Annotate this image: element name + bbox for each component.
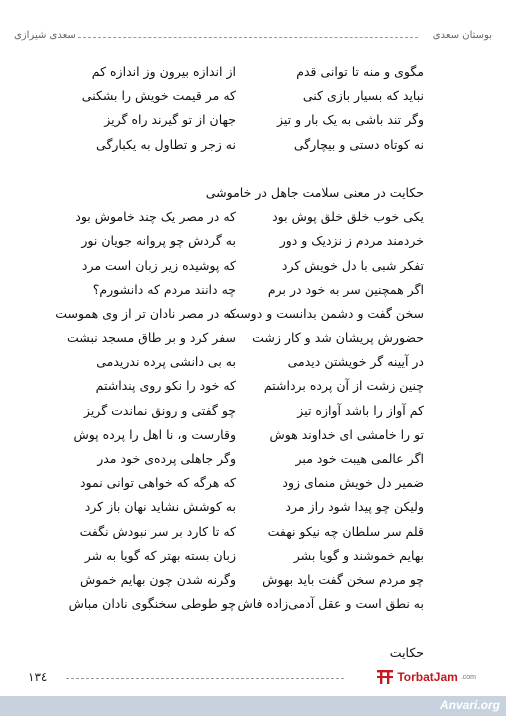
second-hemistich: به کوشش نشاید نهان باز کرد <box>84 499 236 515</box>
second-hemistich: از اندازه بیرون وز اندازه کم <box>91 64 236 79</box>
second-hemistich: که خود را نکو روی پنداشتم <box>95 378 236 394</box>
first-hemistich: کم آواز را باشد آوازه تیز <box>297 402 424 418</box>
couplet <box>0 60 506 84</box>
first-hemistich: قلم سر سلطان چه نیکو نهفت <box>267 523 424 539</box>
first-hemistich: تفکر شبی با دل خویش کرد <box>281 257 424 273</box>
second-hemistich: زبان بسته بهتر که گویا به شر <box>84 547 236 563</box>
first-hemistich: حضورش پریشان شد و کار زشت <box>252 330 424 346</box>
first-hemistich: بهایم خموشند و گویا بشر <box>293 547 424 563</box>
header-divider <box>78 37 418 38</box>
couplet <box>0 254 506 278</box>
second-hemistich: چه دانند مردم که دانشورم؟ <box>92 281 236 297</box>
couplet <box>0 423 506 447</box>
couplet <box>0 108 506 132</box>
couplet <box>0 229 506 253</box>
second-hemistich: چو طوطی سخنگوی نادان مباش <box>68 596 236 612</box>
next-section-heading: حکایت <box>389 644 424 660</box>
second-hemistich: سفر کرد و بر طاق مسجد نبشت <box>67 330 236 346</box>
couplet <box>0 326 506 350</box>
second-hemistich: که هرگه که خواهی توانی نمود <box>79 475 236 491</box>
first-hemistich: در آیینه گر خویشتن دیدمی <box>287 354 424 370</box>
couplet <box>0 399 506 423</box>
first-hemistich: اگر عالمی هیبت خود مبر <box>295 451 424 467</box>
couplet <box>0 350 506 374</box>
second-hemistich: به گردش چو پروانه جویان نور <box>81 233 236 249</box>
couplet <box>0 302 506 326</box>
second-hemistich: چو گفتی و رونق نماندت گریز <box>83 402 236 418</box>
couplet <box>0 568 506 592</box>
poem-section-1 <box>0 60 506 157</box>
page-footer <box>14 666 492 690</box>
site-suffix: .com <box>460 673 476 681</box>
footer-divider <box>66 678 344 679</box>
couplet <box>0 471 506 495</box>
couplet <box>0 447 506 471</box>
first-hemistich: نه کوتاه دستی و بیچارگی <box>293 136 424 152</box>
torbatjam-logo-icon <box>376 668 394 686</box>
poem-section-2 <box>0 205 506 616</box>
first-hemistich: مگوی و منه تا توانی قدم <box>296 64 424 79</box>
poem-body <box>0 60 506 665</box>
second-hemistich: وگر جاهلی پرده‌ی خود مدر <box>97 451 236 467</box>
first-hemistich: اگر همچنین سر به خود در برم <box>267 281 424 297</box>
book-title: بوستان سعدی <box>432 30 492 41</box>
first-hemistich: سخن گفت و دشمن بدانست و دوست <box>227 305 424 321</box>
couplet <box>0 205 506 229</box>
page-number: ١٣٤ <box>28 670 48 684</box>
author-name: سعدی شیرازی <box>14 30 76 41</box>
watermark-text: Anvari.org <box>439 698 500 712</box>
second-hemistich: که در مصر نادان تر از وی هموست <box>55 305 236 321</box>
first-hemistich: چنین زشت از آن پرده برداشتم <box>263 378 424 394</box>
first-hemistich: یکی خوب خلق خلق پوش بود <box>272 209 424 225</box>
second-hemistich: جهان از تو گیرند راه گریز <box>104 112 236 128</box>
couplet <box>0 495 506 519</box>
first-hemistich: تو را خامشی ای خداوند هوش <box>269 426 424 442</box>
page-header <box>14 30 492 46</box>
couplet <box>0 278 506 302</box>
second-hemistich: نه زجر و تطاول به یکبارگی <box>96 136 236 152</box>
second-hemistich: که پوشیده زیر زبان است مرد <box>81 257 236 273</box>
couplet <box>0 84 506 108</box>
second-hemistich: که مر قیمت خویش را بشکنی <box>81 88 236 104</box>
couplet <box>0 374 506 398</box>
site-logo <box>376 666 476 688</box>
second-hemistich: وگرنه شدن چون بهایم خموش <box>79 571 236 587</box>
couplet <box>0 544 506 568</box>
first-hemistich: نباید که بسیار بازی کنی <box>302 88 424 104</box>
couplet <box>0 520 506 544</box>
first-hemistich: به نطق است و عقل آدمی‌زاده فاش <box>237 596 424 612</box>
first-hemistich: ولیکن چو پیدا شود راز مرد <box>285 499 424 515</box>
second-hemistich: که در مصر یک چند خاموش بود <box>75 209 236 225</box>
section-title: حکایت در معنی سلامت جاهل در خاموشی <box>205 184 424 200</box>
first-hemistich: وگر تند باشی به یک بار و تیز <box>276 112 424 128</box>
second-hemistich: که تا کارد بر سر نبودش نگفت <box>79 523 236 539</box>
couplet <box>0 592 506 616</box>
first-hemistich: ضمیر دل خویش منمای زود <box>282 475 424 491</box>
second-hemistich: وقارست و، نا اهل را پرده پوش <box>73 426 236 442</box>
couplet <box>0 133 506 157</box>
first-hemistich: خردمند مردم ز نزدیک و دور <box>279 233 424 249</box>
site-name: TorbatJam <box>397 670 458 684</box>
watermark-band <box>0 696 506 716</box>
first-hemistich: چو مردم سخن گفت باید بهوش <box>262 571 424 587</box>
second-hemistich: به بی دانشی پرده ندریدمی <box>96 354 236 370</box>
